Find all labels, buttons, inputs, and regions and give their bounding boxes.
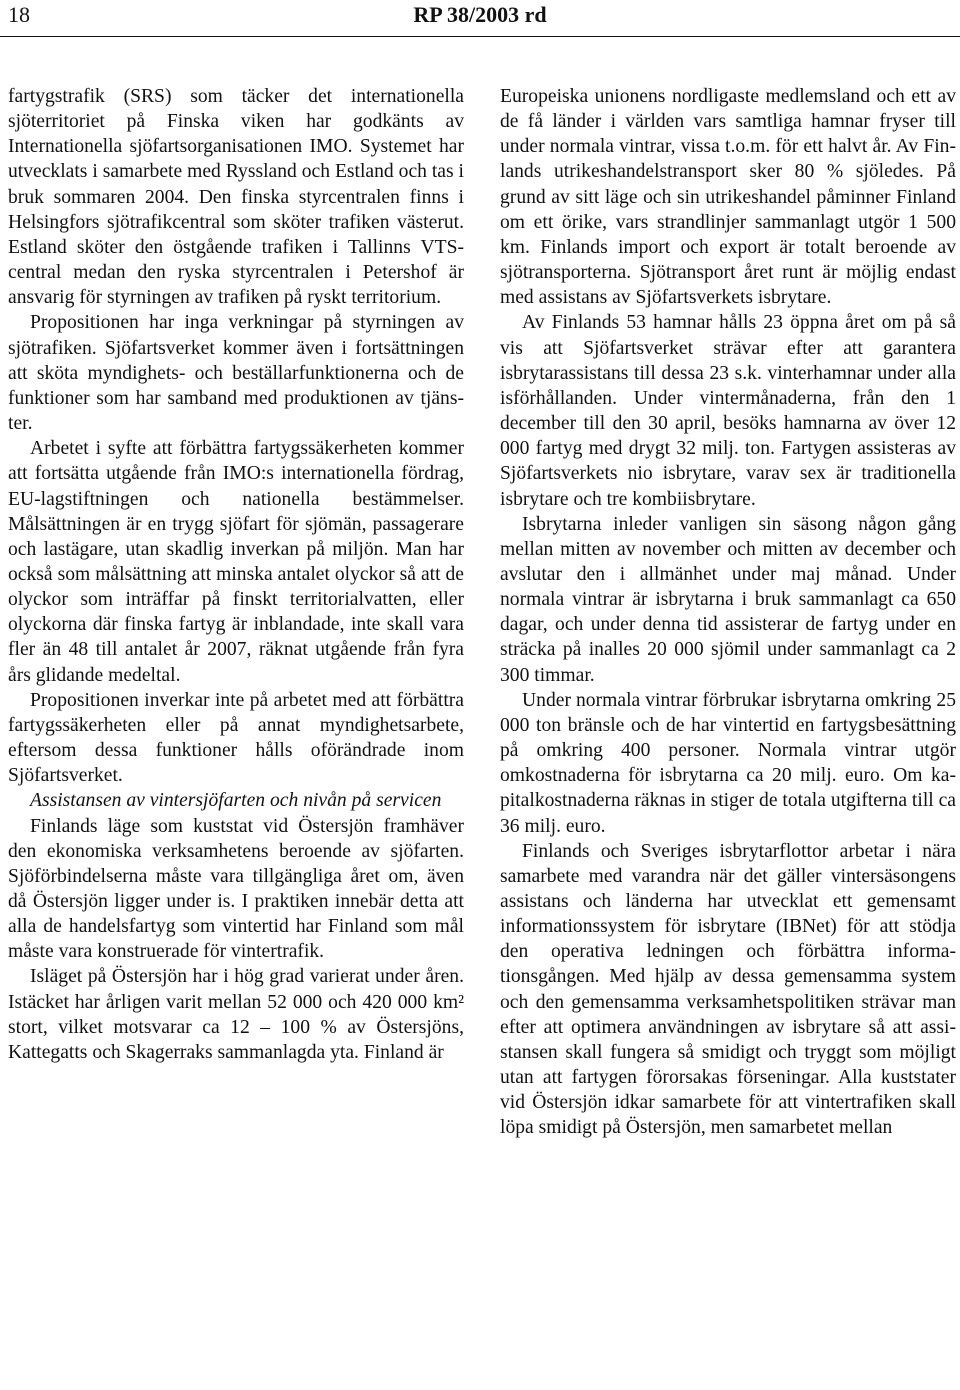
paragraph: Under normala vintrar förbrukar isbrytarna omkring 25 000 ton bränsle och de har vintertid en fartygsbesättning på omkring 400 personer. Normala vintrar utgör omkostnaderna för isbrytarna ca 20 milj. euro. Om kapitalkostnaderna räknas in stiger de totala utgifterna till ca 36 milj. euro. [500, 689, 956, 837]
paragraph: Arbetet i syfte att förbättra fartygssäkerheten kommer att fortsätta utgående från IMO:s internationella fördrag, EU-lagstiftningen och nationella bestämmelser. Målsättningen är en trygg sjöfart för sjömän, passagerare och lastägare, utan skadlig inverkan på miljön. Man har också som målsättning att minska antalet olyckor så att de olyckor som inträffar på finskt territorialvatten, eller olyckorna där finska fartyg är inblandade, inte skall vara fler än 48 till antalet år 2007, räknat utgående från fyra års glidande medeltal. [8, 438, 464, 686]
paragraph: Av Finlands 53 hamnar hålls 23 öppna året om på så vis att Sjöfartsverket strävar efter att garantera isbrytarassistans till dessa 23 s.k. vinterhamnar under alla isförhållanden. Under vintermånaderna, från den 1 december till den 30 april, besöks hamnarna av över 12 000 fartyg med drygt 32 milj. ton. Fartygen assisteras av Sjöfartsverkets nio isbrytare, varav sex är traditionella isbrytare och tre kombiisbrytare. [500, 312, 956, 510]
page-header [0, 0, 960, 40]
header-rule [0, 36, 960, 37]
left-column [8, 84, 464, 1065]
paragraph: Europeiska unionens nordligaste medlemsland och ett av de få länder i världen vars samtliga hamnar fryser till under normala vintrar, vissa t.o.m. för ett halvt år. Av Finlands utrikeshandelstransport sker 80 % sjöledes. På grund av sitt läge och sin utrikeshandel påminner Finland om ett örike, vars strandlinjer sammanlagt utgör 1 500 km. Finlands import och export är totalt beroende av sjötransporterna. Sjötransport året runt är möjlig endast med assistans av Sjöfartsverkets isbrytare. [500, 86, 956, 309]
right-column [500, 84, 956, 1141]
paragraph: fartygstrafik (SRS) som täcker det internationella sjöterritoriet på Finska viken har godkänts av Internationella sjöfartsorganisationen IMO. Systemet har utvecklats i samarbete med Ryssland och Estland och tas i bruk sommaren 2004. Den finska styrcentralen finns i Helsingfors sjötrafikcentral som sköter trafiken västerut. Estland sköter den östgående trafiken i Tallinns VTS-central medan den ryska styrcentralen i Petershof är ansvarig för styrningen av trafiken på ryskt territorium. [8, 86, 464, 309]
section-heading: Assistansen av vintersjöfarten och nivån på servicen [30, 790, 442, 812]
paragraph: Isläget på Östersjön har i hög grad varierat under åren. Istäcket har årligen varit mellan 52 000 och 420 000 km² stort, vilket motsvarar ca 12 – 100 % av Östersjöns, Kattegatts och Skagerraks sammanlagda yta. Finland är [8, 966, 464, 1063]
paragraph: Finlands och Sveriges isbrytarflottor arbetar i nära samarbete med varandra när det gäller vintersäsongens assistans och länderna har utvecklat ett gemensamt informationssystem för isbrytare (IBNet) för att stödja den operativa ledningen och förbättra informationsgången. Med hjälp av dessa gemensamma system och den gemensamma verksamhetspolitiken strävar man efter att optimera användningen av isbrytare så att assistansen skall fungera så smidigt och tryggt som möjligt utan att fartygen förorsakas förseningar. Alla kuststater vid Östersjön idkar samarbete för att vintertrafiken skall löpa smidigt på Östersjön, men samarbetet mellan [500, 840, 956, 1139]
paragraph: Finlands läge som kuststat vid Östersjön framhäver den ekonomiska verksamhetens beroende av sjöfarten. Sjöförbindelserna måste vara tillgängliga året om, även då Östersjön ligger under is. I praktiken innebär detta att alla de handelsfartyg som vintertid har Finland som mål måste vara konstruerade för vintertrafik. [8, 815, 464, 963]
paragraph: Isbrytarna inleder vanligen sin säsong någon gång mellan mitten av november och mitten av december och avslutar den i allmänhet under maj månad. Under normala vintrar är isbrytarna i bruk sammanlagt ca 650 dagar, och under denna tid assisterar de fartyg under en sträcka på inalles 20 000 sjömil under sammanlagt ca 2 300 timmar. [500, 513, 956, 686]
paragraph: Propositionen har inga verkningar på styrningen av sjötrafiken. Sjöfartsverket kommer även i fortsättningen att sköta myndighets- och beställarfunktionerna och de funktioner som har samband med produktionen av tjänster. [8, 312, 464, 435]
page-number: 18 [8, 2, 30, 27]
paragraph: Propositionen inverkar inte på arbetet med att förbättra fartygssäkerheten eller på annat myndighetsarbete, eftersom dessa funktioner hålls oförändrade inom Sjöfartsverket. [8, 689, 464, 787]
document-id: RP 38/2003 rd [413, 2, 547, 27]
